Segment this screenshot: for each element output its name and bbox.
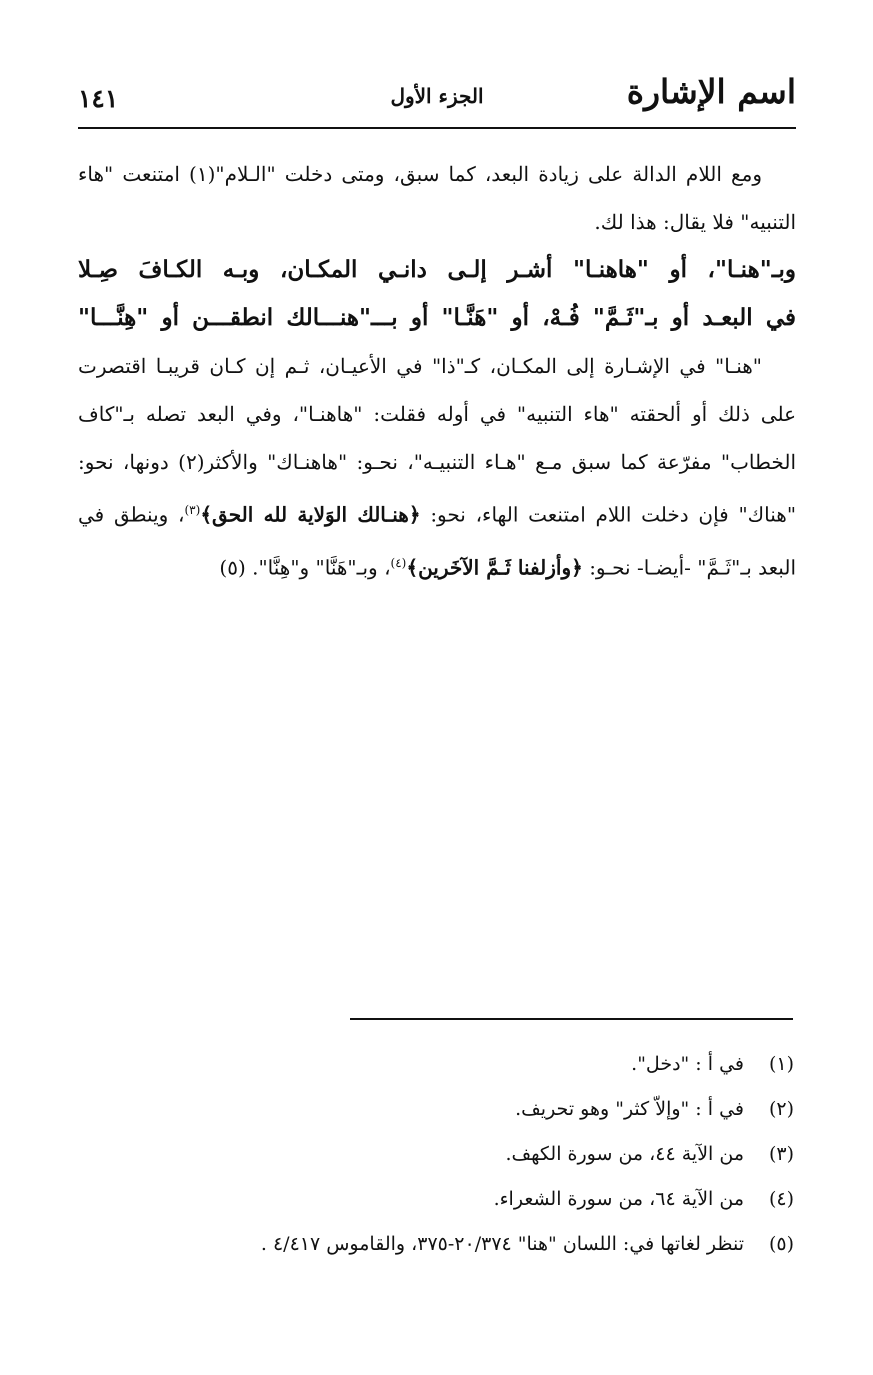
- footnote-2: [78, 1087, 794, 1132]
- running-header: [78, 72, 796, 120]
- verse-line-2: في البعـد أو بـ"ثَـمَّ" فُـهْ، أو "هَنَّـا" أو بـــ"هنـــالك انطقـــن أو "هِنَّـــا": [78, 304, 796, 331]
- footnote-divider: [350, 1018, 793, 1020]
- footnote-text: من الآية ٦٤، من سورة الشعراء.: [493, 1188, 744, 1210]
- paragraph-2-mid: ، وينطق في البعد بـ"ثَـمَّ" -أيضـا- نحـو:: [78, 502, 796, 580]
- part-label: الجزء الأول: [390, 84, 484, 108]
- paragraph-2: [78, 342, 796, 591]
- footnote-number: (٢): [768, 1098, 794, 1120]
- footnote-text: في أ : "دخل".: [631, 1053, 744, 1075]
- verse-line-1: وبـ"هنـا"، أو "هاهنـا" أشـر إلـى دانـي المكـان، وبـه الكـافَ صِـلا: [78, 256, 796, 283]
- footnote-4: [78, 1177, 794, 1222]
- footnote-text: من الآية ٤٤، من سورة الكهف.: [505, 1143, 744, 1165]
- footnotes: [78, 1042, 794, 1267]
- quran-quote-1: ﴿هنـالك الوَلاية لله الحق﴾: [200, 502, 421, 527]
- footnote-text: تنظر لغاتها في: اللسان "هنا" ٢٠/٣٧٤-٣٧٥، والقاموس ٤/٤١٧ .: [260, 1233, 744, 1255]
- footnote-1: [78, 1042, 794, 1087]
- footnote-number: (٥): [768, 1233, 794, 1255]
- footnote-3: [78, 1132, 794, 1177]
- footnote-number: (٣): [768, 1143, 794, 1165]
- quran-quote-2: ﴿وأزلفنا ثَـمَّ الآخَرين﴾: [406, 555, 583, 580]
- main-text: [78, 150, 796, 591]
- footnote-5: [78, 1222, 794, 1267]
- footnote-ref-4: (٤): [390, 555, 407, 570]
- paragraph-2-end: ، وبـ"هَنَّا" و"هِنَّا". (٥): [219, 555, 391, 580]
- chapter-title: اسم الإشارة: [626, 72, 796, 111]
- footnote-text: في أ : "وإلاّ كثر" وهو تحريف.: [515, 1098, 744, 1120]
- footnote-ref-3: (٣): [184, 503, 201, 517]
- paragraph-2-text: "هنـا" في الإشـارة إلى المكـان، كـ"ذا" في الأعيـان، ثـم إن كـان قريبـا اقتصرت على ذلك أو ألحقته "هاء التنبيه" في أوله فقلت: "هاهنـا"، وفي البعد تصله بـ"كاف الخطاب" مفرّعة كما سبق مـع "هـاء التنبيـه"، نحـو: "هاهنـاك" والأكثر(٢) دونها، نحو: "هناك" فإن دخلت اللام امتنعت الهاء، نحو:: [78, 354, 797, 527]
- header-divider: [78, 127, 796, 129]
- page-number: ١٤١: [78, 84, 119, 113]
- footnote-number: (١): [768, 1053, 794, 1075]
- footnote-number: (٤): [768, 1188, 794, 1210]
- paragraph-1: ومع اللام الدالة على زيادة البعد، كما سبق، ومتى دخلت "الـلام"(١) امتنعت "هاء التنبيه" فلا يقال: هذا لك.: [78, 162, 796, 234]
- verse-block: [78, 246, 796, 342]
